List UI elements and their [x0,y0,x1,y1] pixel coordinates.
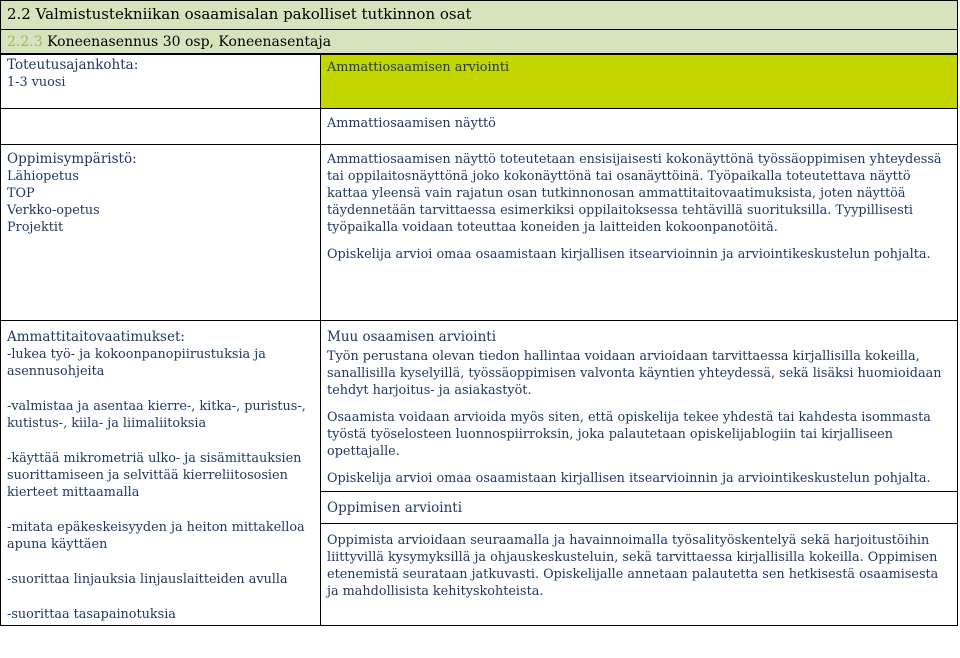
other-assessment-block [321,321,957,492]
table-row [1,321,958,626]
subsection-heading [0,30,958,54]
requirement-item: -suorittaa linjauksia linjauslaitteiden avulla [7,572,288,587]
demo-title-cell [321,109,958,145]
environment-item: Lähiopetus [7,169,79,184]
curriculum-table [0,54,958,626]
schedule-cell [1,55,321,109]
other-assessment-title: Muu osaamisen arviointi [327,329,497,345]
learning-assessment-title: Oppimisen arviointi [327,500,463,516]
demo-title: Ammattiosaamisen näyttö [327,116,496,131]
environment-label: Oppimisympäristö: [7,151,137,167]
environment-item: Projektit [7,220,64,235]
table-row [1,145,958,321]
other-assessment-cell [321,321,958,626]
assessment-title-cell [321,55,958,109]
learning-assessment-title-block [321,492,957,524]
environment-item: TOP [7,186,35,201]
requirements-label: Ammattitaitovaatimukset: [7,329,185,345]
schedule-value: 1-3 vuosi [7,75,66,90]
assessment-title: Ammattiosaamisen arviointi [327,60,510,75]
learning-assessment-block [321,524,957,604]
learning-assessment-paragraph: Oppimista arvioidaan seuraamalla ja havainnoimalla työsalityöskentelyä sekä harjoitustöihin liittyvillä kysymyksillä ja ohjauskeskusteluin, sekä tarvittaessa kirjallisilla kokeilla. Oppimisen etenemistä seurataan jatkuvasti. Opiskelijalle annetaan palautetta sen hetkisestä osaamisesta ja mahdollisista kehityskohteista. [327,533,939,599]
subsection-title: Koneenasennus 30 osp, Koneenasentaja [47,34,332,50]
other-assessment-paragraph: Opiskelija arvioi omaa osaamistaan kirjallisen itsearvioinnin ja arviointikeskustelun pohjalta. [327,471,931,486]
demo-text-cell [321,145,958,321]
requirement-item: -suorittaa tasapainotuksia [7,607,176,622]
requirement-item: -mitata epäkeskeisyyden ja heiton mittakelloa apuna käyttäen [7,520,305,552]
other-assessment-paragraph: Työn perustana olevan tiedon hallintaa voidaan arvioidaan tarvittaessa kirjallisilla kokeilla, sanallisilla kyselyillä, työssäoppimisen valvonta käyntien yhteydessä, sekä lisäksi huomioidaan tehdyt harjoitus- ja asiakastyöt. [327,349,942,398]
requirement-item: -käyttää mikrometriä ulko- ja sisämittauksien suorittamiseen ja selvittää kierreliitososien kierteet mittaamalla [7,451,302,500]
section-heading [0,0,958,30]
environment-cell [1,145,321,321]
other-assessment-paragraph: Osaamista voidaan arvioida myös siten, että opiskelija tekee yhdestä tai kahdesta isommasta työstä työselosteen luonnospiirroksin, joka palautetaan opiskelijablogiin tai kirjalliseen opettajalle. [327,410,931,459]
requirement-item: -valmistaa ja asentaa kierre-, kitka-, puristus-, kutistus-, kiila- ja liimaliitoksia [7,399,306,431]
schedule-label: Toteutusajankohta: [7,57,139,73]
demo-paragraph: Ammattiosaamisen näyttö toteutetaan ensisijaisesti kokonäyttönä työssäoppimisen yhteydessä tai oppilaitosnäyttönä joko kokonäyttönä tai osanäyttöinä. Työpaikalla toteutettava näyttö kattaa yleensä vain rajatun osan tutkinnonosan ammattitaitovaatimuksista, joten näyttöä täydennetään tarvittaessa esimerkiksi oppilaitoksessa tehtävillä suorituksilla. Tyypillisesti työpaikalla voidaan toteuttaa koneiden ja laitteiden kokoonpanotöitä. [327,152,942,235]
table-row [1,55,958,109]
empty-cell [1,109,321,145]
section-title: 2.2 Valmistustekniikan osaamisalan pakolliset tutkinnon osat [7,5,472,23]
self-assessment-paragraph: Opiskelija arvioi omaa osaamistaan kirjallisen itsearvioinnin ja arviointikeskustelun pohjalta. [327,247,931,262]
subsection-number: 2.2.3 [7,34,43,50]
environment-item: Verkko-opetus [7,203,100,218]
requirements-cell [1,321,321,626]
table-row [1,109,958,145]
requirement-item: -lukea työ- ja kokoonpanopiirustuksia ja asennusohjeita [7,347,266,379]
